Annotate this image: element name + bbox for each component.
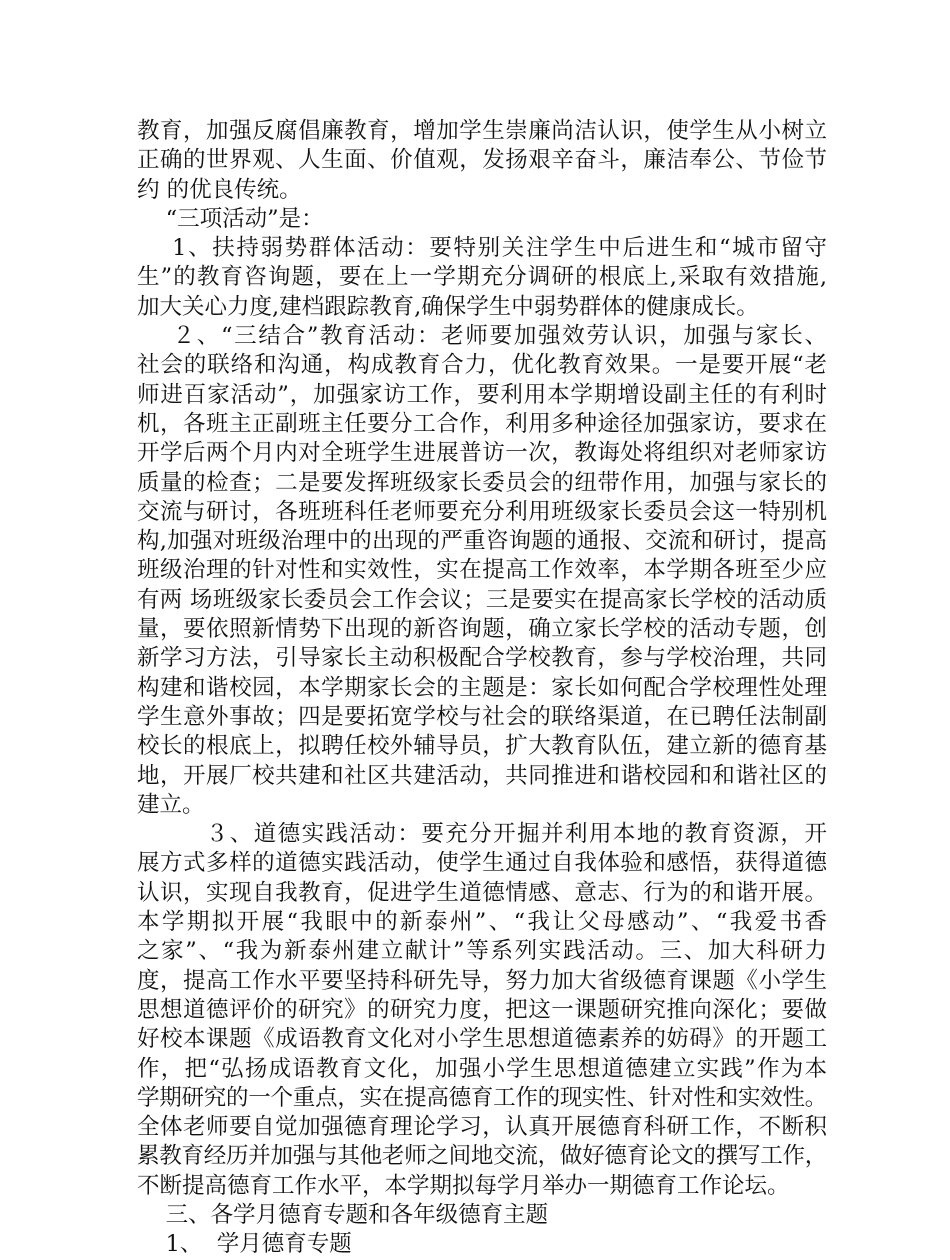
text-line: 思想道德评价的研究》的研究力度，把这一课题研究推向深化；要做	[137, 996, 827, 1023]
text-line: 加大关心力度,建档跟踪教育,确保学生中弱势群体的健康成长。	[137, 293, 759, 320]
text-line: 地，开展厂校共建和社区共建活动，共同推进和谐校园和和谐社区的	[137, 762, 827, 789]
text-line: 认识，实现自我教育，促进学生道德情感、意志、行为的和谐开展。	[137, 879, 827, 906]
text-line: 质量的检查；二是要发挥班级家长委员会的纽带作用，加强与家长的	[137, 469, 827, 496]
text-line: 之家”、“我为新泰州建立献计”等系列实践活动。三、加大科研力	[137, 938, 827, 965]
text-line: 开学后两个月内对全班学生进展普访一次，教诲处将组织对老师家访	[137, 440, 827, 467]
text-line: 有两 场班级家长委员会工作会议；三是要实在提高家长学校的活动质	[137, 586, 827, 613]
text-line: 机，各班主正副班主任要分工合作，利用多种途径加强家访，要求在	[137, 410, 827, 437]
text-line: 构建和谐校园，本学期家长会的主题是：家长如何配合学校理性处理	[137, 674, 827, 701]
text-line: 展方式多样的道德实践活动，使学生通过自我体验和感悟，获得道德	[137, 850, 827, 877]
text-line: 新学习方法，引导家长主动积极配合学校教育，参与学校治理，共同	[137, 645, 827, 672]
text-line: 生”的教育咨询题，要在上一学期充分调研的根底上,采取有效措施,	[137, 264, 827, 291]
text-line: “三项活动”是：	[137, 205, 324, 232]
text-line: 构,加强对班级治理中的出现的严重咨询题的通报、交流和研讨，提高	[137, 528, 827, 555]
text-line: 本学期拟开展“我眼中的新泰州”、“我让父母感动”、“我爱书香	[137, 909, 827, 936]
text-line: 社会的联络和沟通，构成教育合力，优化教育效果。一是要开展“老	[137, 352, 827, 379]
text-line: 好校本课题《成语教育文化对小学生思想道德素养的妨碍》的开题工	[137, 1026, 827, 1053]
text-line: 三、各学月德育专题和各年级德育主题	[137, 1201, 549, 1228]
text-line: 学期研究的一个重点，实在提高德育工作的现实性、针对性和实效性。	[137, 1084, 827, 1111]
text-line: 作，把“弘扬成语教育文化，加强小学生思想道德建立实践”作为本	[137, 1055, 827, 1082]
text-line: 度，提高工作水平要坚持科研先导，努力加大省级德育课题《小学生	[137, 967, 827, 994]
text-line: 学生意外事故；四是要拓宽学校与社会的联络渠道，在已聘任法制副	[137, 703, 827, 730]
text-line: 交流与研讨，各班班科任老师要充分利用班级家长委员会这一特别机	[137, 498, 827, 525]
text-line: 教育，加强反腐倡廉教育，增加学生崇廉尚洁认识，使学生从小树立	[137, 118, 827, 144]
text-line: 累教育经历并加强与其他老师之间地交流，做好德育论文的撰写工作，	[137, 1143, 827, 1170]
text-line: 师进百家活动”，加强家访工作，要利用本学期增设副主任的有利时	[137, 381, 827, 408]
text-line: 全体老师要自觉加强德育理论学习，认真开展德育科研工作，不断积	[137, 1114, 827, 1141]
text-line: 建立。	[137, 791, 205, 818]
text-line: 约 的优良传统。	[137, 176, 302, 203]
text-line: 正确的世界观、人生面、价值观，发扬艰辛奋斗，廉洁奉公、节俭节	[137, 147, 827, 174]
text-line: 不断提高德育工作水平，本学期拟每学月举办一期德育工作论坛。	[137, 1172, 790, 1199]
text-line: 量，要依照新情势下出现的新咨询题，确立家长学校的活动专题，创	[137, 616, 827, 643]
text-line: 校长的根底上，拟聘任校外辅导员，扩大教育队伍，建立新的德育基	[137, 733, 827, 760]
text-line: 1、 学月德育专题	[137, 1231, 352, 1258]
text-line: 1、扶持弱势群体活动：要特别关注学生中后进生和“城市留守	[137, 235, 827, 262]
text-line: ２、“三结合”教育活动：老师要加强效劳认识，加强与家长、	[137, 323, 827, 350]
text-line: 班级治理的针对性和实效性，实在提高工作效率，本学期各班至少应	[137, 557, 827, 584]
body-text	[137, 117, 827, 1260]
text-line: ３、道德实践活动：要充分开掘并利用本地的教育资源，开	[137, 821, 827, 848]
